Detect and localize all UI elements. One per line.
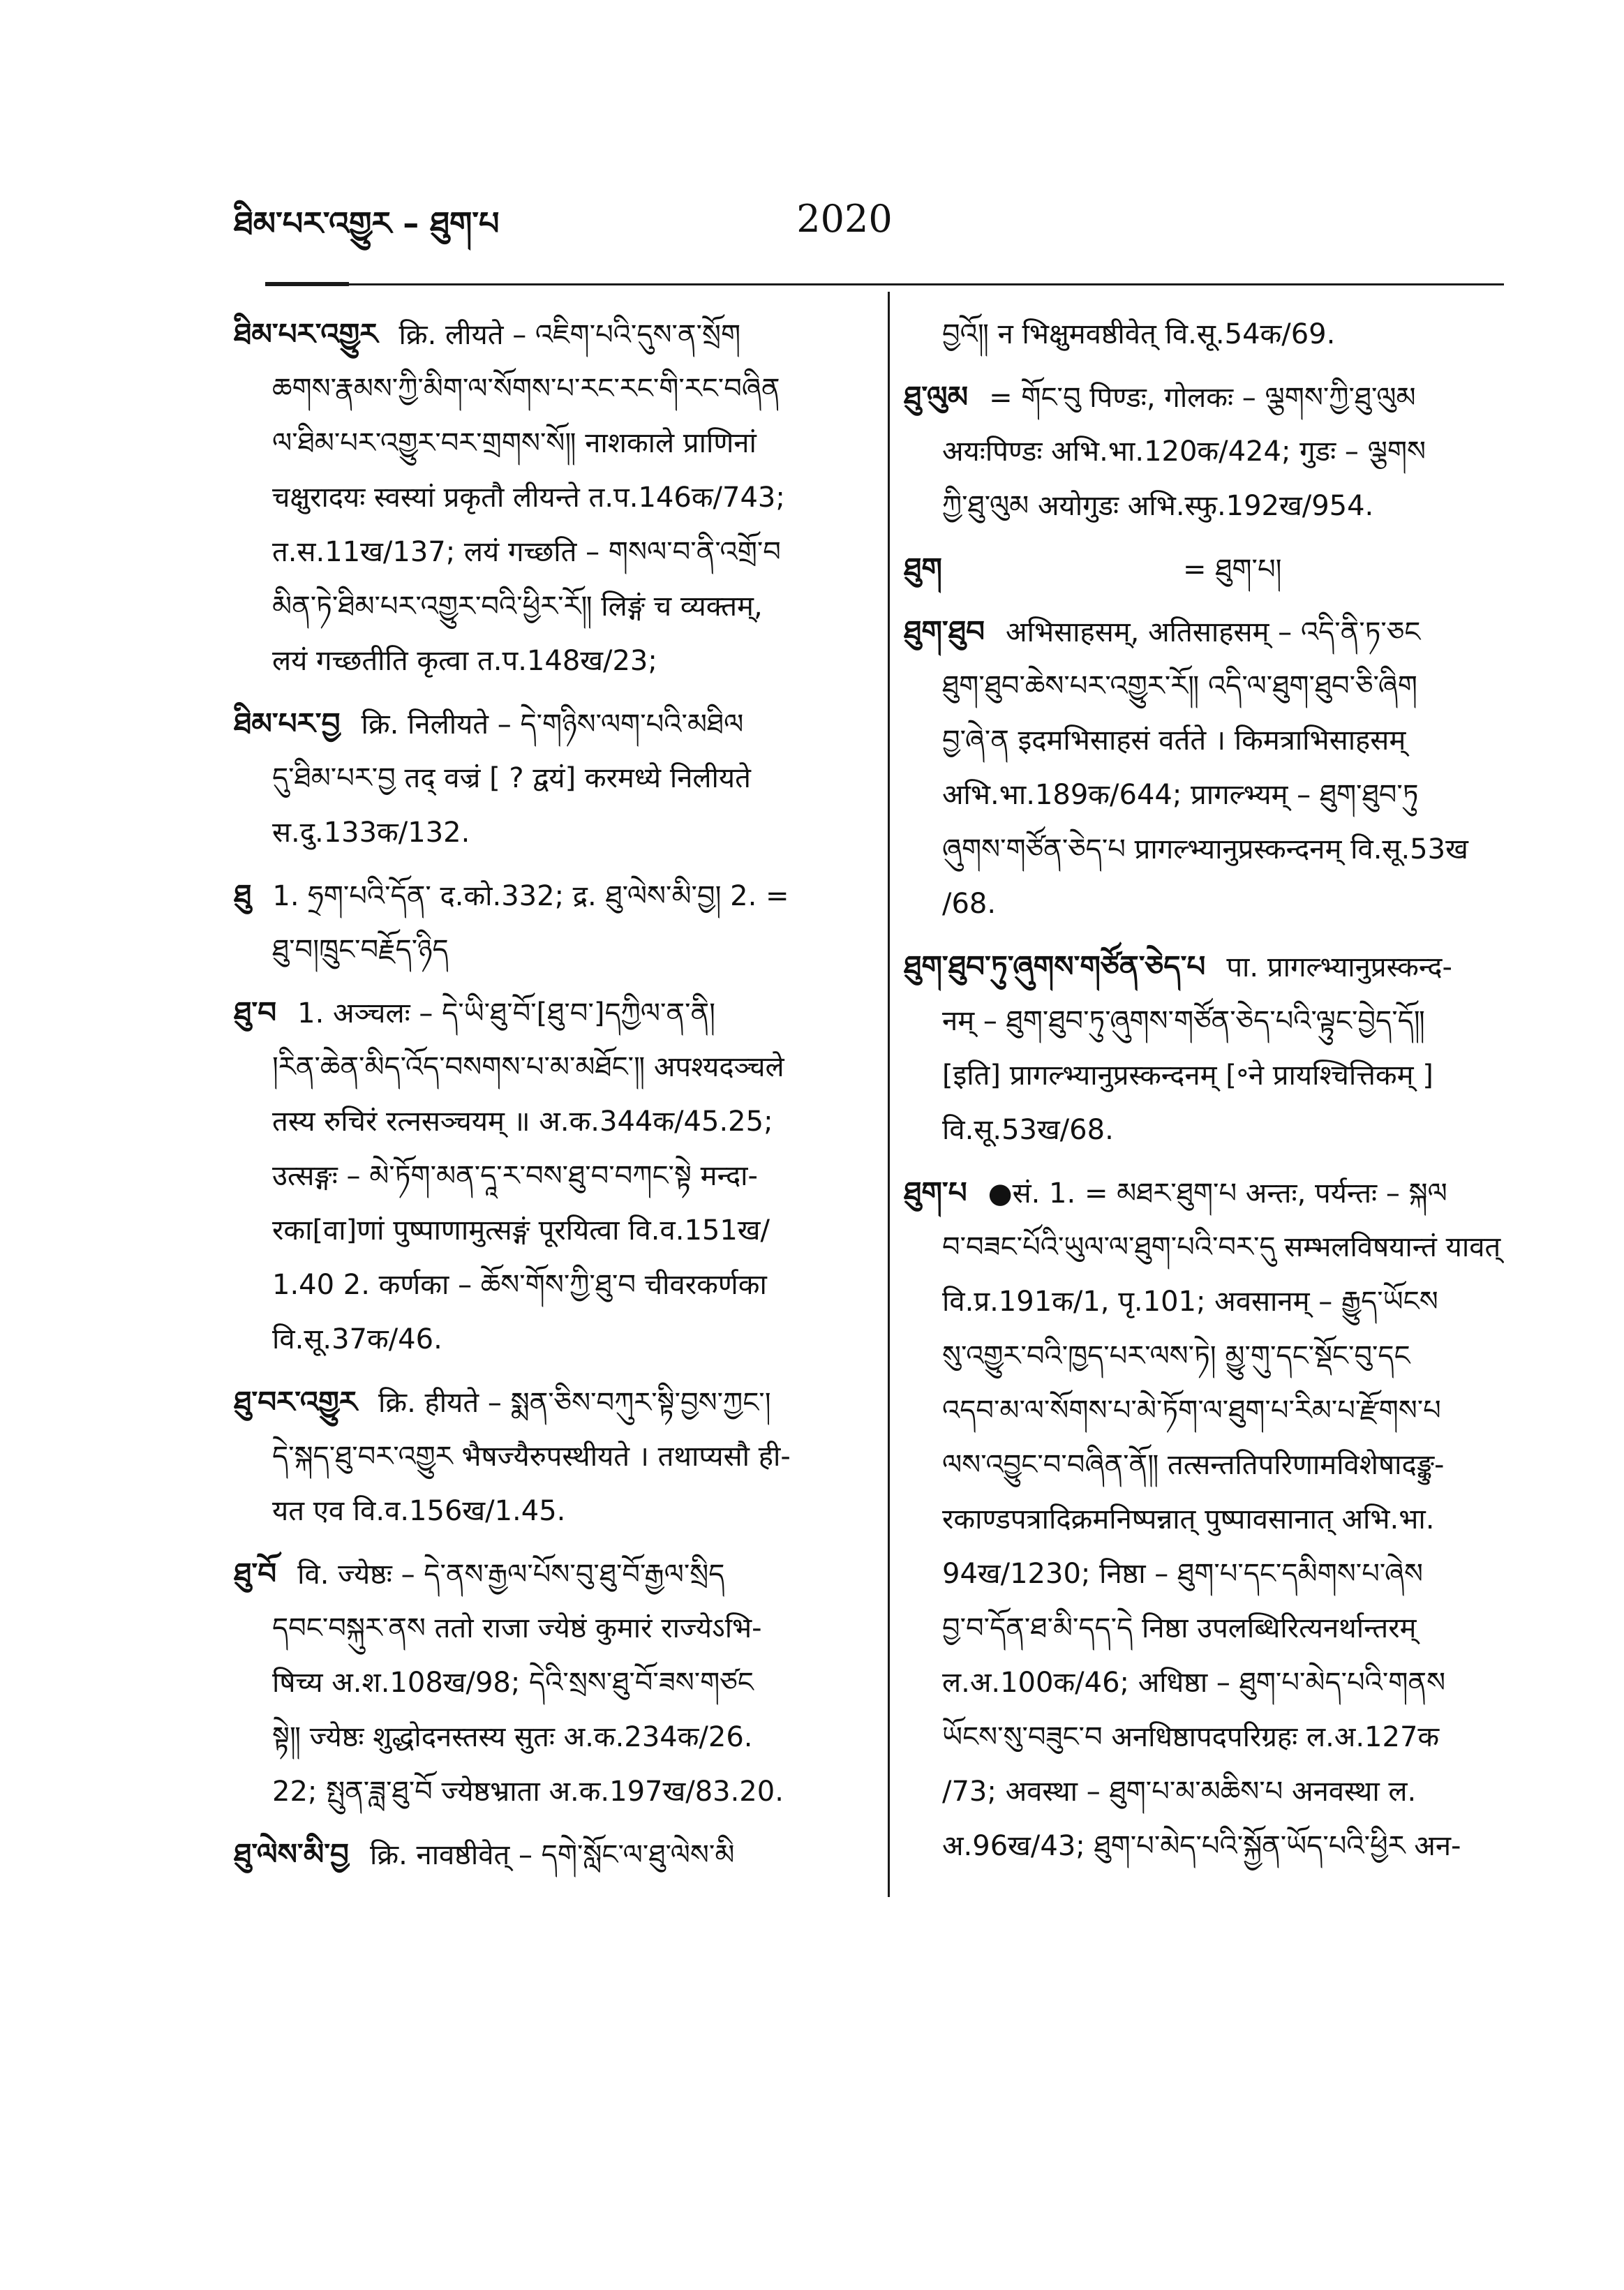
- entry-line: [234, 1547, 879, 1601]
- entry-text: यत एव वि.व.156ख/1.45.: [272, 1495, 566, 1527]
- entry-headword: ཐུ་བ: [234, 995, 277, 1029]
- dictionary-entry: [234, 1375, 879, 1538]
- entry-line: [234, 362, 879, 416]
- entry-headword: ཐུ: [234, 878, 252, 912]
- entry-headword: ཐུ་ལེས་མི་བྱ: [234, 1837, 349, 1871]
- entry-line: [904, 1819, 1504, 1873]
- entry-text: वि.प्र.191क/1, पृ.101; अवसानम् – རྒྱུད་ཡོངས: [942, 1286, 1438, 1318]
- header-rule: [265, 283, 1504, 285]
- entry-text: वि.सू.53ख/68.: [942, 1114, 1114, 1146]
- entry-text: སུ་འགྱུར་བའི་ཁྱད་པར་ལས་ཏེ། མྱུ་གུ་དང་སྡོང་བུ་དང: [942, 1340, 1410, 1372]
- entry-line: [234, 1203, 879, 1258]
- entry-headword: ཐུག་ཐུབ་ཏུ་ཞུགས་གཙོན་ཅེད་པ: [904, 949, 1206, 983]
- entry-text: བ་བཟང་པོའི་ཡུལ་ལ་ཐུག་པའི་བར་དུ सम्भलविषयान्तं यावत्: [942, 1231, 1501, 1263]
- entry-text: अभि.भा.189क/644; प्रागल्भ्यम् – ཐུག་ཐུབ་ཏུ: [942, 779, 1419, 811]
- entry-text: དབང་བསྐུར་ནས ततो राजा ज्येष्ठं कुमारं राज्येऽभि-: [272, 1612, 762, 1644]
- entry-text: क्रि. निलीयते – དེ་གཉིས་ལག་པའི་མཐིལ: [361, 708, 744, 741]
- entry-text: ཐུག་ཐུབ་ཆེས་པར་འགྱུར་རོ༎ འདི་ལ་ཐུག་ཐུབ་ཅི་ཞིག: [942, 670, 1417, 702]
- dictionary-entry: [234, 697, 879, 860]
- entry-line: [904, 307, 1504, 362]
- entry-line: [904, 1492, 1504, 1547]
- entry-text: वि.सू.37क/46.: [272, 1323, 442, 1355]
- entry-text: = གོང་བུ पिण्डः, गोलकः – ལྕགས་ཀྱི་ཐུ་ལུམ: [989, 382, 1416, 414]
- entry-text: འདབ་མ་ལ་སོགས་པ་མེ་ཏོག་ལ་ཐུག་པ་རིམ་པ་རྫོགས་པ: [942, 1395, 1441, 1427]
- entry-text: ལས་འབྱུང་བ་བཞིན་ནོ༎ तत्सन्ततिपरिणामविशेषादङ्कु-: [942, 1449, 1445, 1481]
- entry-text: 1. अञ्चलः – དེ་ཡི་ཐུ་བོ་[ཐུ་བ་]དཀྱིལ་ན་ནི།: [297, 997, 716, 1029]
- entry-headword: ཐུག: [904, 551, 942, 586]
- entry-line: [234, 1710, 879, 1764]
- entry-text: ལ་ཐིམ་པར་འགྱུར་བར་གྲགས་སོ༎ नाशकाले प्राणिनां: [272, 427, 757, 459]
- dictionary-entry: [904, 1166, 1504, 1873]
- entry-text: चक्षुरादयः स्वस्यां प्रकृतौ लीयन्ते त.प.146क/743;: [272, 482, 785, 514]
- left-column: [234, 307, 879, 1890]
- right-column: [904, 307, 1504, 1882]
- entry-headword: ཐིམ་པར་བྱ: [234, 706, 341, 741]
- entry-line: [234, 1258, 879, 1312]
- entry-text: /73; अवस्था – ཐུག་པ་མ་མཆིས་པ अनवस्था ल.: [942, 1776, 1417, 1808]
- entry-line: [234, 307, 879, 362]
- entry-text: དུ་ཐིམ་པར་བྱ तद् वज्रं [ ? द्वयं] करमध्ये निलीयते: [272, 762, 751, 794]
- entry-headword: ཐུ་བར་འགྱུར: [234, 1385, 358, 1419]
- entry-text: ल.अ.100क/46; अधिष्ठा – ཐུག་པ་མེད་པའི་གནས: [942, 1667, 1446, 1699]
- entry-line: [234, 1429, 879, 1484]
- entry-text: ●सं. 1. = མཐར་ཐུག་པ अन्तः, पर्यन्तः – སྐལ: [988, 1177, 1447, 1210]
- entry-line: [234, 1656, 879, 1710]
- entry-line: [904, 768, 1504, 822]
- entry-line: [904, 424, 1504, 479]
- entry-headword: ཐུག་ཐུབ: [904, 614, 985, 648]
- entry-line: [904, 713, 1504, 768]
- entry-line: [234, 805, 879, 860]
- entry-line: [904, 659, 1504, 713]
- entry-text: क्रि. लीयते – འཇིག་པའི་དུས་ན་སྲོག: [398, 319, 741, 351]
- entry-line: [904, 1329, 1504, 1383]
- entry-text: स.दु.133क/132.: [272, 817, 470, 849]
- entry-line: [904, 604, 1504, 659]
- entry-line: [234, 1484, 879, 1538]
- entry-text: ཆགས་རྣམས་ཀྱི་མིག་ལ་སོགས་པ་རང་རང་གི་རང་བཞིན: [272, 373, 780, 405]
- entry-text: 22; སྤུན་ཟླ་ཐུ་བོ ज्येष्ठभ्राता अ.क.197ख/83.20.: [272, 1776, 784, 1808]
- entry-line: [234, 986, 879, 1040]
- entry-line: [904, 1601, 1504, 1656]
- dictionary-entry: [234, 1547, 879, 1819]
- entry-text: ཐུ་བ།ཁྲུང་བརྗོད་ཉིད: [272, 934, 449, 966]
- entry-line: [234, 634, 879, 688]
- entry-text: ཞུགས་གཙོན་ཅེད་པ प्रागल्भ्यानुप्रस्कन्दनम् वि.सू.53ख: [942, 833, 1468, 865]
- entry-text: 1.40 2. कर्णका – ཆོས་གོས་ཀྱི་ཐུ་བ चीवरकर्णका: [272, 1269, 767, 1301]
- header-rule-accent: [265, 282, 349, 286]
- entry-line: [904, 1383, 1504, 1438]
- entry-line: [904, 1547, 1504, 1601]
- entry-text: अ.96ख/43; ཐུག་པ་མེད་པའི་སྐྱོན་ཡོད་པའི་ཕྱིར अन-: [942, 1830, 1461, 1862]
- entry-line: [234, 923, 879, 977]
- entry-line: [234, 1827, 879, 1882]
- entry-text: 94ख/1230; निष्ठा – ཐུག་པ་དང་དམིགས་པ་ཞེས: [942, 1558, 1424, 1590]
- entry-text: उत्सङ्गः – མེ་ཏོག་མན་དཱ་ར་བས་ཐུ་བ་བཀང་སྟེ मन्दा-: [272, 1160, 758, 1192]
- entry-line: [904, 1220, 1504, 1274]
- entry-text: नम् – ཐུག་ཐུབ་ཏུ་ཞུགས་གཙོན་ཅེད་པའི་ལྟུང་བྱེད་དོ༎: [942, 1005, 1425, 1037]
- entry-text: अभिसाहसम्, अतिसाहसम् – འདི་ནི་ཏ་ཅང: [1006, 616, 1421, 648]
- entry-text: लयं गच्छतीति कृत्वा त.प.148ख/23;: [272, 645, 657, 677]
- entry-line: [904, 877, 1504, 931]
- dictionary-entry: [234, 307, 879, 688]
- dictionary-entry: [904, 939, 1504, 1157]
- entry-text: वि. ज्येष्ठः – དེ་ནས་རྒྱལ་པོས་བུ་ཐུ་བོ་རྒྱལ་སྲིད: [297, 1559, 725, 1591]
- entry-text: སྟེ༎ ज्येष्ठः शुद्धोदनस्तस्य सुतः अ.क.234क/26.: [272, 1721, 753, 1753]
- entry-text: ཡོངས་སུ་བཟུང་བ अनधिष्ठापदपरिग्रहः ल.अ.127क: [942, 1721, 1440, 1753]
- entry-line: [234, 579, 879, 634]
- dictionary-entry: [904, 542, 1504, 596]
- entry-line: [234, 697, 879, 751]
- entry-line: [904, 822, 1504, 877]
- entry-text: 1. ཧྲག་པའི་དོན་ द.को.332; द्र. ཐུ་ལེས་མི་བྱ། 2. =: [272, 880, 789, 912]
- entry-line: [234, 525, 879, 579]
- entry-headword: ཐུག་པ: [904, 1175, 967, 1210]
- entry-text: བྱ་ཞེ་ན इदमभिसाहसं वर्तते । किमत्राभिसाहसम्: [942, 724, 1406, 757]
- dictionary-entry: [904, 604, 1504, 931]
- entry-headword: ཐུ་བོ: [234, 1556, 277, 1591]
- entry-line: [234, 416, 879, 470]
- entry-text: ཀྱི་ཐུ་ལུམ अयोगुडः अभि.स्फु.192ख/954.: [942, 490, 1374, 522]
- running-head: ཐིམ་པར་འགྱུར – ཐུག་པ: [234, 205, 500, 242]
- dictionary-entry: [234, 1827, 879, 1882]
- entry-text: तस्य रुचिरं रत्नसञ्चयम् ॥ अ.क.344क/45.25;: [272, 1106, 773, 1138]
- entry-line: [904, 1764, 1504, 1819]
- entry-line: [904, 1656, 1504, 1710]
- entry-text: = ཐུག་པ།: [1183, 553, 1282, 586]
- entry-line: [234, 1601, 879, 1656]
- entry-line: [904, 1048, 1504, 1103]
- entry-line: [234, 868, 879, 923]
- entry-line: [234, 1375, 879, 1429]
- entry-text: [इति] प्रागल्भ्यानुप्रस्कन्दनम् [॰ने प्रायश्चित्तिकम् ]: [942, 1060, 1433, 1092]
- column-divider: [888, 292, 890, 1897]
- entry-line: [904, 1166, 1504, 1220]
- entry-text: षिच्य अ.श.108ख/98; དེའི་སྲས་ཐུ་བོ་ཟས་གཙང: [272, 1667, 754, 1699]
- entry-text: रका[वा]णां पुष्पाणामुत्सङ्गं पूरयित्वा वि.व.151ख/: [272, 1214, 770, 1247]
- entry-line: [234, 751, 879, 805]
- entry-line: [234, 1040, 879, 1094]
- entry-line: [904, 1438, 1504, 1492]
- entry-text: /68.: [942, 888, 997, 920]
- entry-text: क्रि. हीयते – སྨན་ཅིས་བཀུར་སྟི་བྱས་ཀྱང་།: [378, 1387, 771, 1419]
- entry-line: [234, 1764, 879, 1819]
- entry-line: [904, 939, 1504, 994]
- entry-line: [904, 1710, 1504, 1764]
- entry-line: [904, 542, 1504, 596]
- entry-text: रकाण्डपत्रादिक्रमनिष्पन्नात् पुष्पावसानात् अभि.भा.: [942, 1503, 1435, 1536]
- entry-line: [904, 1274, 1504, 1329]
- entry-text: བྱ་བ་དོན་ཐ་མི་དད་དེ निष्ठा उपलब्धिरित्यनर्थान्तरम्: [942, 1612, 1417, 1644]
- entry-text: क्रि. नावष्ठीवेत् – དགེ་སློང་ལ་ཐུ་ལེས་མི: [369, 1839, 735, 1871]
- entry-text: དེ་སྐད་ཐུ་བར་འགྱུར भैषज्यैरुपस्थीयते । तथाप्यसौ ही-: [272, 1441, 791, 1473]
- entry-line: [904, 994, 1504, 1048]
- entry-text: पा. प्रागल्भ्यानुप्रस्कन्द-: [1226, 951, 1452, 983]
- entry-line: [234, 1094, 879, 1149]
- entry-text: མིན་ཏེ་ཐིམ་པར་འགྱུར་བའི་ཕྱིར་རོ༎ लिङ्गं च व्यक्तम्,: [272, 590, 763, 623]
- entry-headword: ཐིམ་པར་འགྱུར: [234, 317, 378, 351]
- entry-line: [234, 1312, 879, 1367]
- entry-headword: ཐུ་ལུམ: [904, 380, 969, 414]
- entry-line: [904, 1103, 1504, 1157]
- entry-text: त.स.11ख/137; लयं गच्छति – གསལ་བ་ནི་འགྲོ་བ: [272, 536, 781, 568]
- entry-text: །རིན་ཆེན་མིད་འོད་བསགས་པ་མ་མཐོང་༎ अपश्यदञ्चले: [272, 1051, 784, 1083]
- entry-line: [904, 370, 1504, 424]
- page-number: 2020: [796, 197, 893, 241]
- entry-text: अयःपिण्डः अभि.भा.120क/424; गुडः – ལྕགས: [942, 436, 1426, 468]
- continued-entry: [904, 307, 1504, 362]
- entry-line: [234, 470, 879, 525]
- dictionary-entry: [234, 986, 879, 1367]
- entry-line: [904, 479, 1504, 533]
- entry-line: [234, 1149, 879, 1203]
- dictionary-entry: [234, 868, 879, 977]
- entry-text: བྱའོ༎ न भिक्षुमवष्ठीवेत् वि.सू.54क/69.: [942, 318, 1336, 350]
- dictionary-entry: [904, 370, 1504, 533]
